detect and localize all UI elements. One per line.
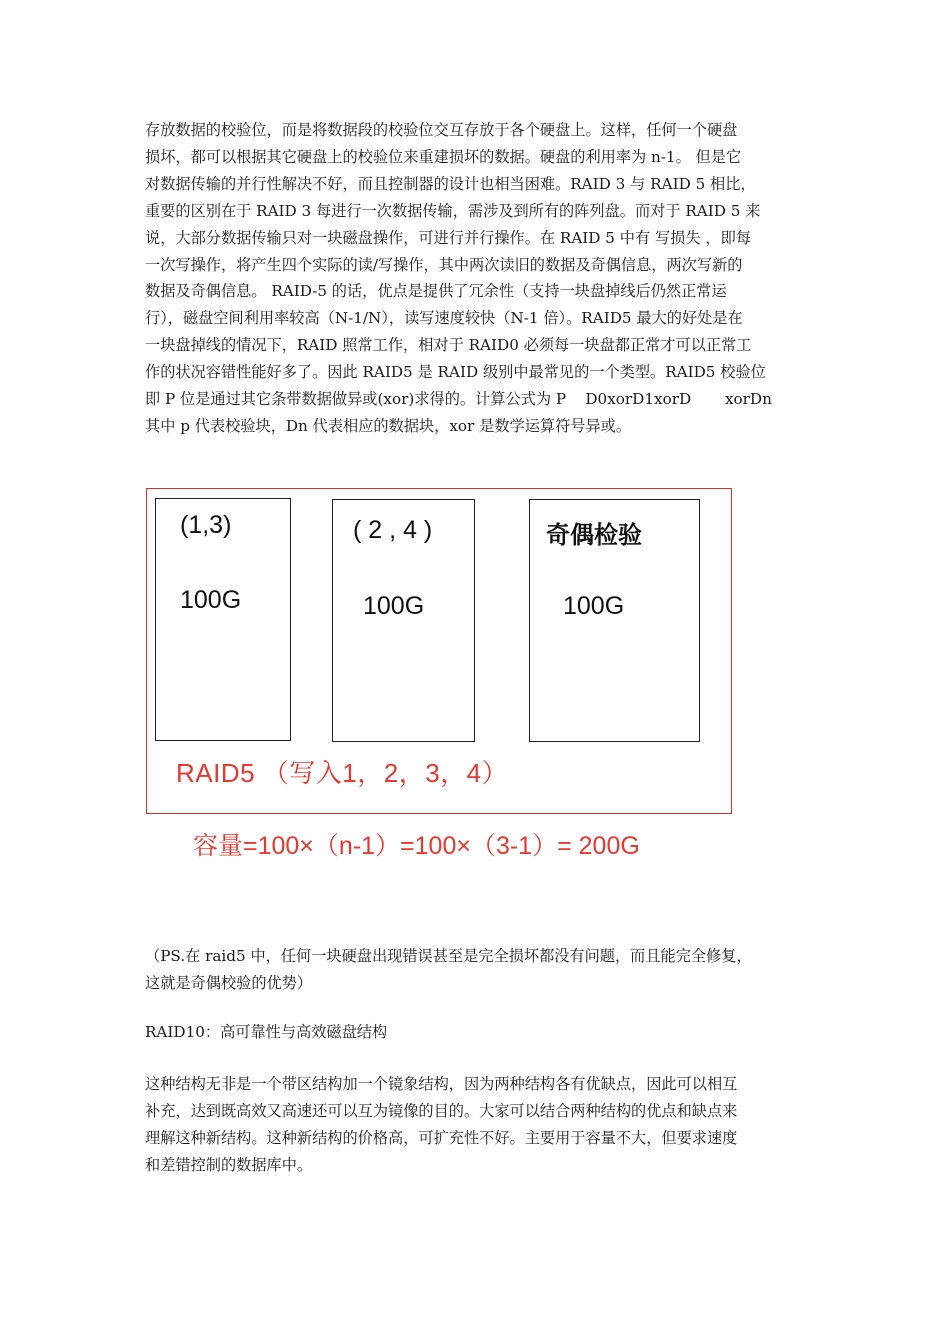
- diagram-caption: RAID5 （写入1，2，3，4）: [176, 758, 509, 788]
- text-line: 和差错控制的数据库中。: [145, 1155, 313, 1174]
- text-line: 说，大部分数据传输只对一块磁盘操作，可进行并行操作。在 RAID 5 中有 写损失 ，即每: [145, 228, 751, 247]
- text-line: 即 P 位是通过其它条带数据做异或(xor)求得的。计算公式为 P D0xorD1xorD xorDn: [145, 390, 772, 409]
- disk-2-size: 100G: [363, 592, 425, 620]
- disk-2-title: ( 2 , 4 ): [353, 516, 433, 544]
- disk-2: [332, 499, 475, 742]
- text-line: 作的状况容错性能好多了。因此 RAID5 是 RAID 级别中最常见的一个类型。RAID5 校验位: [145, 363, 766, 382]
- text-line: 一次写操作，将产生四个实际的读/写操作，其中两次读旧的数据及奇偶信息，两次写新的: [145, 255, 743, 274]
- disk-1-size: 100G: [180, 586, 242, 614]
- paragraph-raid10-description: [145, 1071, 810, 1179]
- text-line: 损坏，都可以根据其它硬盘上的校验位来重建损坏的数据。硬盘的利用率为 n-1。 但是它: [145, 147, 742, 166]
- text-line: 补充，达到既高效又高速还可以互为镜像的目的。大家可以结合两种结构的优点和缺点来: [145, 1101, 738, 1120]
- text-line: 一块盘掉线的情况下，RAID 照常工作，相对于 RAID0 必须每一块盘都正常才可以正常工: [145, 336, 752, 355]
- text-line: 理解这种新结构。这种新结构的价格高，可扩充性不好。主要用于容量不大，但要求速度: [145, 1128, 738, 1147]
- capacity-formula: 容量=100×（n-1）=100×（3-1）= 200G: [193, 832, 640, 860]
- text-line: 对数据传输的并行性解决不好，而且控制器的设计也相当困难。RAID 3 与 RAID 5 相比，: [145, 174, 756, 193]
- text-line: 行），磁盘空间利用率较高（N-1/N），读写速度较快（N-1 倍）。RAID5 最大的好处是在: [145, 309, 743, 328]
- disk-parity-title: 奇偶检验: [546, 521, 642, 549]
- text-line: 重要的区别在于 RAID 3 每进行一次数据传输，需涉及到所有的阵列盘。而对于 RAID 5 来: [145, 201, 761, 220]
- section-heading-raid10: [145, 1019, 810, 1046]
- disk-1-title: (1,3): [180, 511, 232, 539]
- text-line: （PS.在 raid5 中，任何一块硬盘出现错误甚至是完全损坏都没有问题，而且能完全修复，: [145, 947, 752, 965]
- paragraph-ps-note: [145, 943, 810, 997]
- disk-parity: [529, 499, 700, 742]
- text-line: 存放数据的校验位，而是将数据段的校验位交互存放于各个硬盘上。这样，任何一个硬盘: [145, 121, 738, 139]
- disk-1: [155, 498, 291, 741]
- text-line: 数据及奇偶信息。 RAID-5 的话，优点是提供了冗余性（支持一块盘掉线后仍然正常运: [145, 282, 727, 301]
- disk-parity-size: 100G: [563, 592, 625, 620]
- text-line: 这种结构无非是一个带区结构加一个镜象结构，因为两种结构各有优缺点，因此可以相互: [145, 1075, 738, 1093]
- raid5-diagram: [146, 488, 734, 860]
- text-line: 这就是奇偶校验的优势）: [145, 973, 313, 992]
- text-line: 其中 p 代表校验块，Dn 代表相应的数据块，xor 是数学运算符号异或。: [145, 416, 632, 435]
- paragraph-raid5-description: [145, 117, 810, 440]
- heading-text: RAID10：高可靠性与高效磁盘结构: [145, 1023, 388, 1041]
